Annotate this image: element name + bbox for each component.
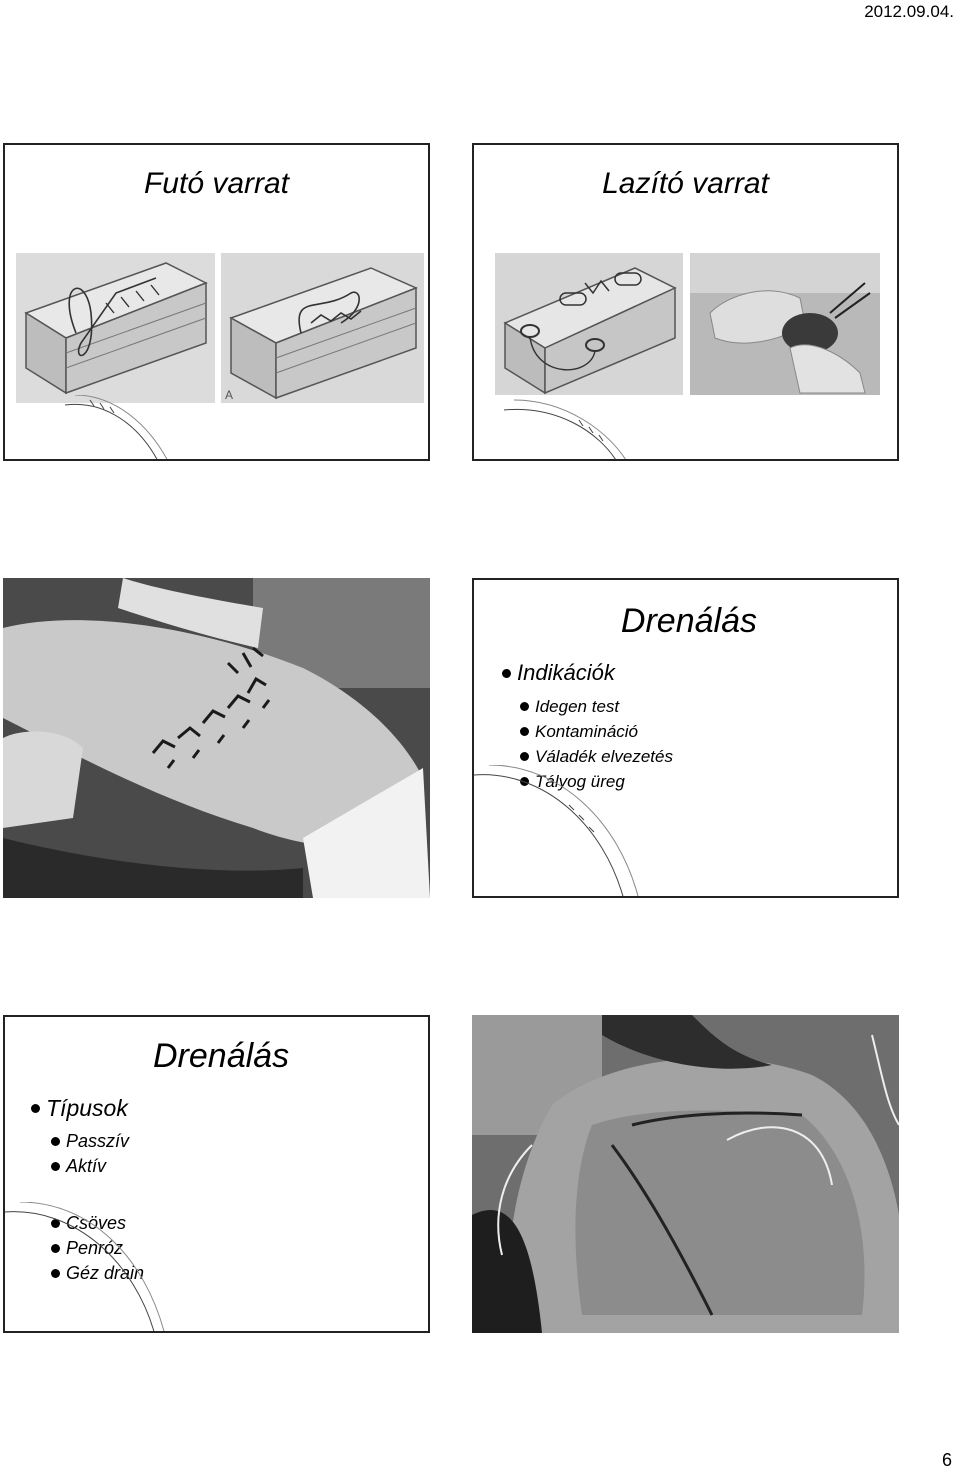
svg-text:A: A — [225, 388, 234, 402]
sub-bullet-list-a — [51, 1129, 129, 1179]
slide-title: Futó varrat — [143, 167, 290, 200]
bullet-item: Idegen test — [520, 694, 673, 719]
sub-bullet-list-b — [51, 1211, 144, 1286]
bullet-item: Típusok — [31, 1095, 128, 1122]
main-bullet-list — [502, 660, 615, 686]
bullet-item: Penróz — [51, 1236, 144, 1261]
slide-decoration-arc — [504, 395, 634, 461]
slide-title: Drenálás — [620, 602, 757, 640]
slide-title: Lazító varrat — [602, 167, 769, 200]
bullet-item: Váladék elvezetés — [520, 744, 673, 769]
bullet-item: Kontamináció — [520, 719, 673, 744]
slide-decoration-arc — [65, 395, 175, 461]
page-number: 6 — [941, 1450, 952, 1470]
slide-title: Drenálás — [153, 1037, 290, 1075]
slide-drenalas-tipusok — [3, 1015, 430, 1333]
bullet-item: Géz drain — [51, 1261, 144, 1286]
tension-suture-photo — [690, 253, 880, 395]
bullet-item: Indikációk — [502, 660, 615, 686]
running-suture-drawing-1 — [16, 253, 215, 403]
main-bullet-list — [31, 1095, 128, 1122]
sutured-wound-photo — [3, 578, 430, 898]
bullet-item: Passzív — [51, 1129, 129, 1154]
slide-lazito-varrat — [472, 143, 899, 461]
bullet-item: Csöves — [51, 1211, 144, 1236]
tension-suture-drawing — [495, 253, 683, 395]
slide-sutured-wound-photo — [3, 578, 430, 898]
bullet-item: Aktív — [51, 1154, 129, 1179]
running-suture-drawing-2 — [221, 253, 424, 403]
slide-drain-wound-photo — [472, 1015, 899, 1333]
slide-drenalas-indikaciok — [472, 578, 899, 898]
bullet-item: Tályog üreg — [520, 769, 673, 794]
sub-bullet-list — [520, 694, 673, 794]
slide-futo-varrat — [3, 143, 430, 461]
drain-wound-photo — [472, 1015, 899, 1333]
print-date: 2012.09.04. — [864, 2, 954, 21]
